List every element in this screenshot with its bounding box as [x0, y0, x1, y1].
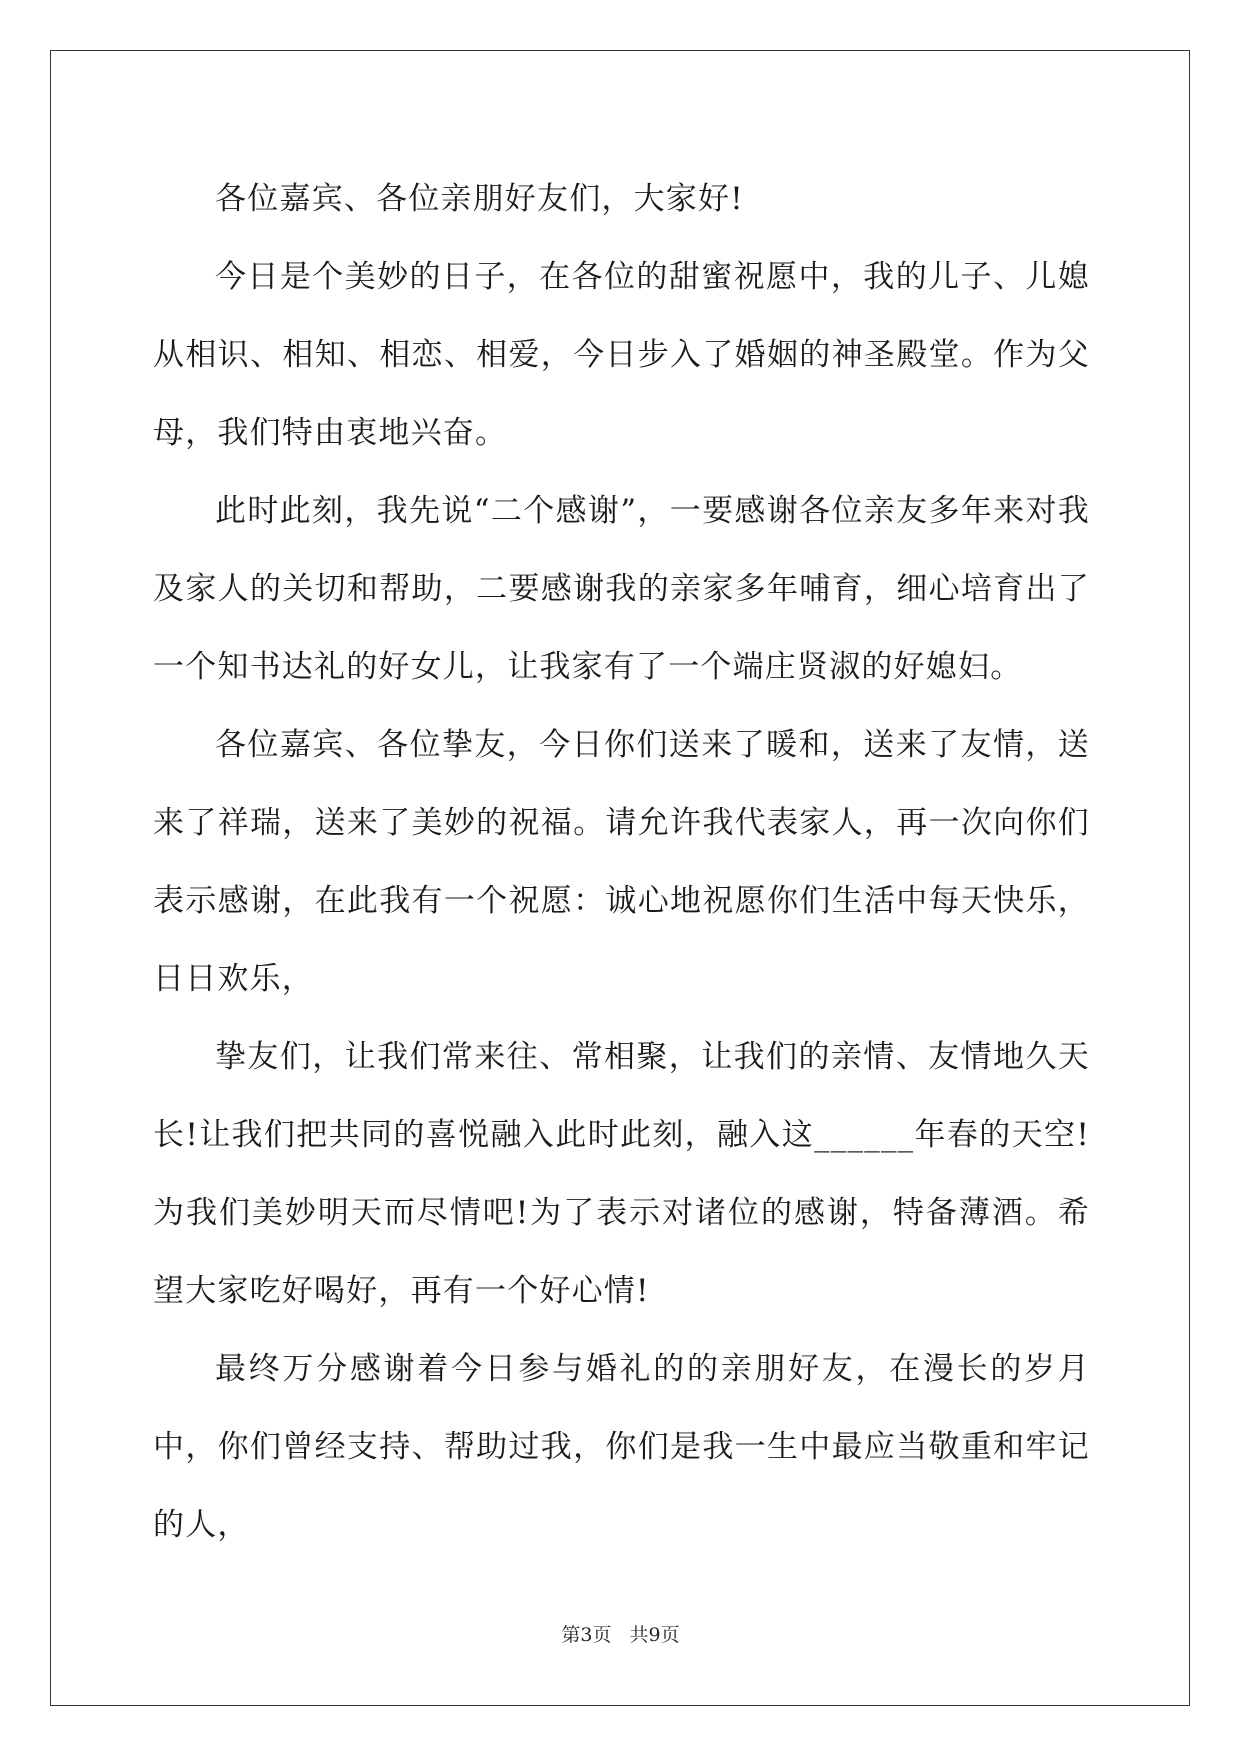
page-number: 第3页 — [561, 1624, 612, 1646]
paragraph-intro: 今日是个美妙的日子，在各位的甜蜜祝愿中，我的儿子、儿媳从相识、相知、相恋、相爱，今日步入了婚姻的神圣殿堂。作为父母，我们特由衷地兴奋。 — [153, 259, 1090, 451]
page-total: 共9页 — [629, 1624, 680, 1646]
document-body — [153, 160, 1090, 1564]
page-footer — [0, 1620, 1241, 1647]
paragraph-closing: 最终万分感谢着今日参与婚礼的的亲朋好友，在漫长的岁月中，你们曾经支持、帮助过我，你们是我一生中最应当敬重和牢记的人， — [153, 1351, 1090, 1543]
paragraph-thanks: 此时此刻，我先说“二个感谢”，一要感谢各位亲友多年来对我及家人的关切和帮助，二要感谢我的亲家多年哺育，细心培育出了一个知书达礼的好女儿，让我家有了一个端庄贤淑的好媳妇。 — [153, 493, 1090, 685]
paragraph-greeting: 各位嘉宾、各位亲朋好友们，大家好! — [215, 181, 744, 217]
paragraph-friends: 挚友们，让我们常来往、常相聚，让我们的亲情、友情地久天长!让我们把共同的喜悦融入此时此刻，融入这______年春的天空!为我们美妙明天而尽情吧!为了表示对诸位的感谢，特备薄酒。希望大家吃好喝好，再有一个好心情! — [153, 1039, 1090, 1309]
paragraph-wishes: 各位嘉宾、各位挚友，今日你们送来了暖和，送来了友情，送来了祥瑞，送来了美妙的祝福。请允许我代表家人，再一次向你们表示感谢，在此我有一个祝愿：诚心地祝愿你们生活中每天快乐，日日欢乐， — [153, 727, 1090, 997]
